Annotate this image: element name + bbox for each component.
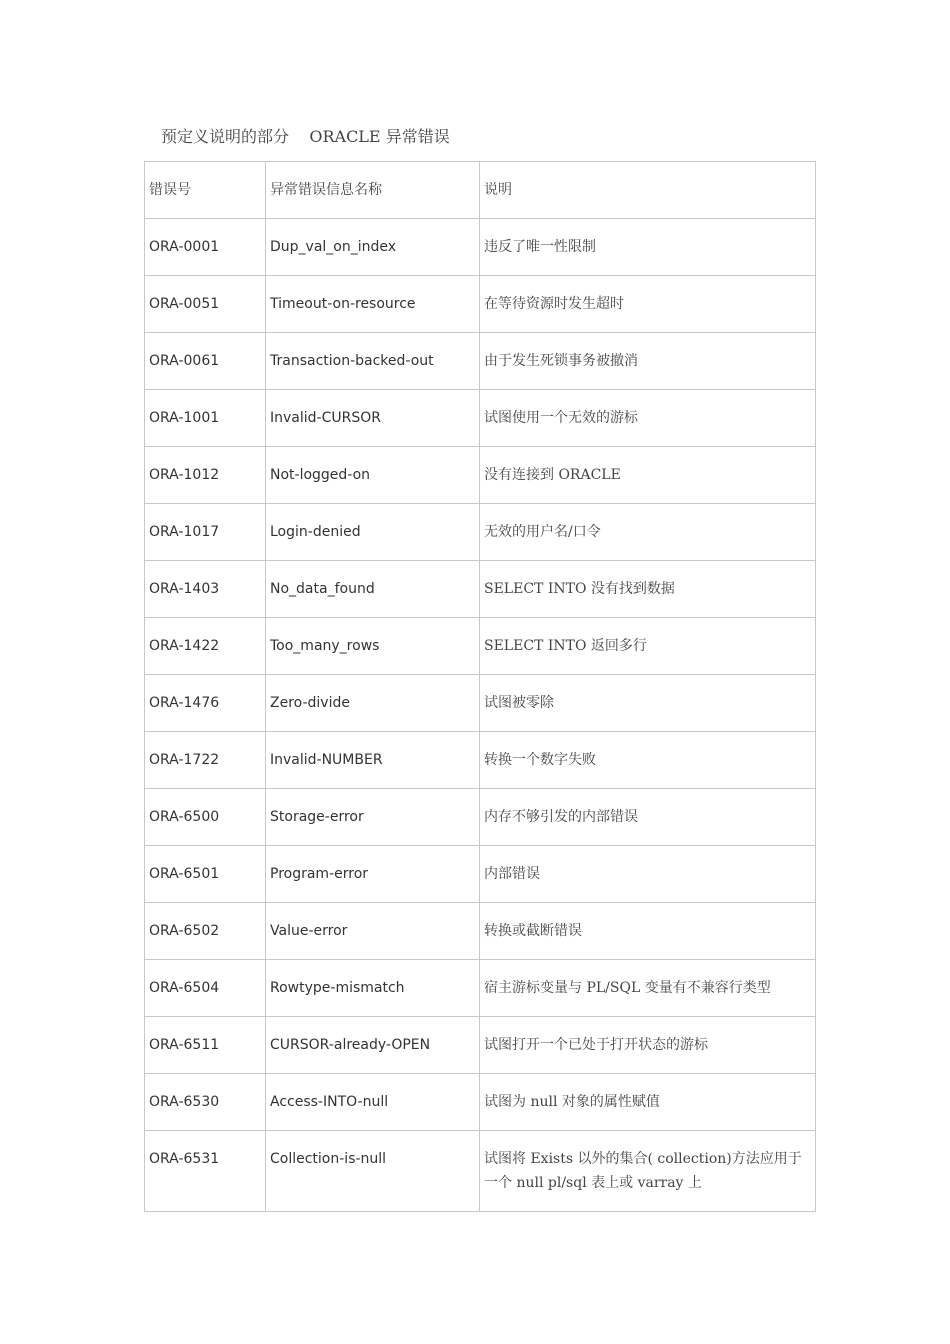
exception-name-cell: Not-logged-on [266,447,480,504]
table-row [145,447,816,504]
table-row [145,390,816,447]
description-cell: 内部错误 [480,846,816,903]
description-cell: 无效的用户名/口令 [480,504,816,561]
oracle-error-table [144,161,816,1212]
error-code-cell: ORA-6501 [145,846,266,903]
table-row [145,219,816,276]
table-row [145,333,816,390]
exception-name-cell: Invalid-NUMBER [266,732,480,789]
exception-name-cell: Timeout-on-resource [266,276,480,333]
error-code-cell: ORA-0061 [145,333,266,390]
description-cell: 宿主游标变量与 PL/SQL 变量有不兼容行类型 [480,960,816,1017]
error-code-cell: ORA-1403 [145,561,266,618]
error-code-cell: ORA-1722 [145,732,266,789]
table-row [145,903,816,960]
description-cell: 由于发生死锁事务被撤消 [480,333,816,390]
description-cell: SELECT INTO 没有找到数据 [480,561,816,618]
exception-name-cell: Invalid-CURSOR [266,390,480,447]
exception-name-cell: Too_many_rows [266,618,480,675]
table-header-row [145,162,816,219]
exception-name-cell: Zero-divide [266,675,480,732]
exception-name-cell: Dup_val_on_index [266,219,480,276]
error-code-cell: ORA-0051 [145,276,266,333]
exception-name-cell: CURSOR-already-OPEN [266,1017,480,1074]
description-cell: 试图为 null 对象的属性赋值 [480,1074,816,1131]
table-row [145,276,816,333]
description-cell: 内存不够引发的内部错误 [480,789,816,846]
table-row [145,1131,816,1212]
error-code-cell: ORA-6502 [145,903,266,960]
description-cell: 违反了唯一性限制 [480,219,816,276]
error-code-cell: ORA-6511 [145,1017,266,1074]
table-row [145,1074,816,1131]
table-row [145,846,816,903]
description-cell: 转换一个数字失败 [480,732,816,789]
document-title: 预定义说明的部分 ORACLE 异常错误 [161,127,450,146]
error-code-cell: ORA-1012 [145,447,266,504]
error-code-cell: ORA-6500 [145,789,266,846]
error-code-cell: ORA-1422 [145,618,266,675]
exception-name-cell: Value-error [266,903,480,960]
exception-name-cell: No_data_found [266,561,480,618]
description-cell: 试图被零除 [480,675,816,732]
description-cell: 试图打开一个已处于打开状态的游标 [480,1017,816,1074]
table-row [145,561,816,618]
exception-name-cell: Storage-error [266,789,480,846]
error-code-cell: ORA-6530 [145,1074,266,1131]
header-cell-desc: 说明 [480,162,816,219]
exception-name-cell: Program-error [266,846,480,903]
description-cell: 没有连接到 ORACLE [480,447,816,504]
description-cell: SELECT INTO 返回多行 [480,618,816,675]
error-code-cell: ORA-1476 [145,675,266,732]
header-cell-name: 异常错误信息名称 [266,162,480,219]
exception-name-cell: Rowtype-mismatch [266,960,480,1017]
table-row [145,789,816,846]
error-code-cell: ORA-1001 [145,390,266,447]
table-row [145,960,816,1017]
header-cell-code: 错误号 [145,162,266,219]
error-code-cell: ORA-1017 [145,504,266,561]
description-cell: 转换或截断错误 [480,903,816,960]
description-cell: 试图将 Exists 以外的集合( collection)方法应用于一个 null pl/sql 表上或 varray 上 [480,1131,816,1212]
table-row [145,732,816,789]
description-cell: 试图使用一个无效的游标 [480,390,816,447]
error-code-cell: ORA-6504 [145,960,266,1017]
exception-name-cell: Collection-is-null [266,1131,480,1212]
description-cell: 在等待资源时发生超时 [480,276,816,333]
exception-name-cell: Access-INTO-null [266,1074,480,1131]
table-row [145,1017,816,1074]
error-code-cell: ORA-0001 [145,219,266,276]
error-code-cell: ORA-6531 [145,1131,266,1212]
exception-name-cell: Login-denied [266,504,480,561]
table-row [145,675,816,732]
table-row [145,618,816,675]
exception-name-cell: Transaction-backed-out [266,333,480,390]
table-row [145,504,816,561]
